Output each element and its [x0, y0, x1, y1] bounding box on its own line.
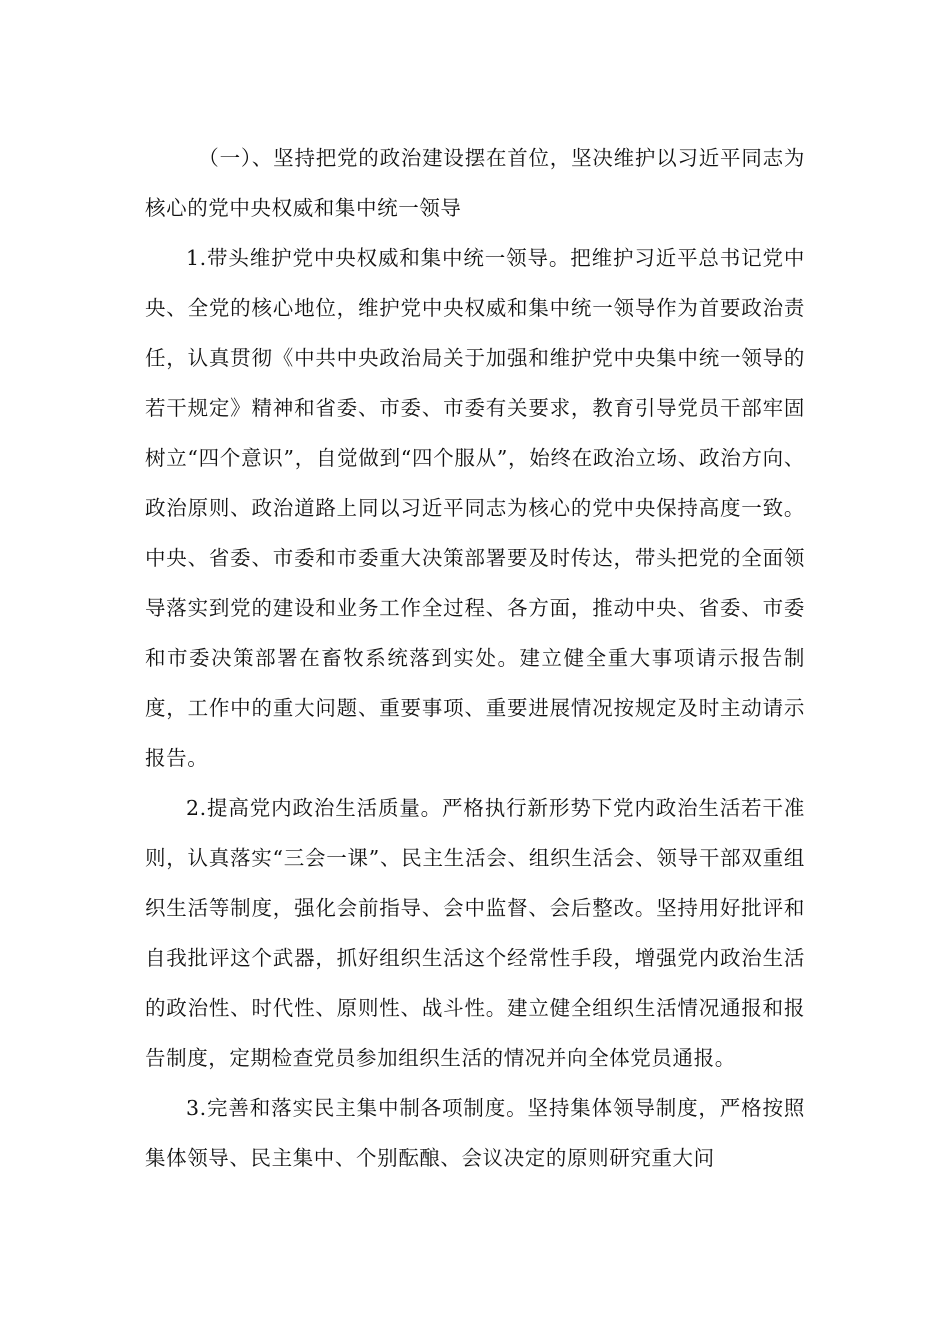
- section-heading: （一）、坚持把党的政治建设摆在首位，坚决维护以习近平同志为核心的党中央权威和集中统一领导: [145, 146, 805, 220]
- paragraph-2: 2.提高党内政治生活质量。严格执行新形势下党内政治生活若干准则，认真落实“三会一课”、民主生活会、组织生活会、领导干部双重组织生活等制度，强化会前指导、会中监督、会后整改。坚持用好批评和自我批评这个武器，抓好组织生活这个经常性手段，增强党内政治生活的政治性、时代性、原则性、战斗性。建立健全组织生活情况通报和报告制度，定期检查党员参加组织生活的情况并向全体党员通报。: [145, 796, 805, 1070]
- paragraph-3: 3.完善和落实民主集中制各项制度。坚持集体领导制度，严格按照集体领导、民主集中、个别酝酿、会议决定的原则研究重大问: [145, 1096, 805, 1170]
- document-body: [145, 133, 805, 1183]
- paragraph-1: 1.带头维护党中央权威和集中统一领导。把维护习近平总书记党中央、全党的核心地位，维护党中央权威和集中统一领导作为首要政治责任，认真贯彻《中共中央政治局关于加强和维护党中央集中统一领导的若干规定》精神和省委、市委、市委有关要求，教育引导党员干部牢固树立“四个意识”，自觉做到“四个服从”，始终在政治立场、政治方向、政治原则、政治道路上同以习近平同志为核心的党中央保持高度一致。中央、省委、市委和市委重大决策部署要及时传达，带头把党的全面领导落实到党的建设和业务工作全过程、各方面，推动中央、省委、市委和市委决策部署在畜牧系统落到实处。建立健全重大事项请示报告制度，工作中的重大问题、重要事项、重要进展情况按规定及时主动请示报告。: [145, 246, 805, 770]
